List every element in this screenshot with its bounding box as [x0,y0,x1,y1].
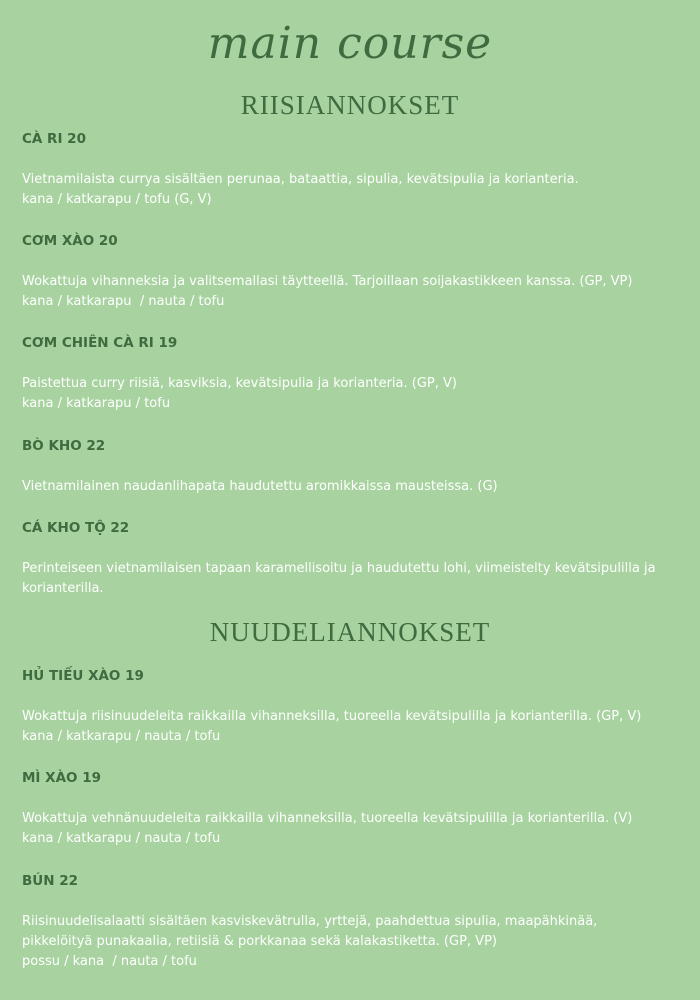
dish-description: Perinteiseen vietnamilaisen tapaan karamellisoitu ja haudutettu lohi, viimeistelty kevätsipulilla ja [22,561,656,576]
page-title: main course [207,18,493,69]
menu-item [22,519,684,599]
dish-name: BÒ KHO 22 [22,438,106,454]
dish-name: CÁ KHO TỘ 22 [22,520,130,536]
dish-description: Vietnamilaista currya sisältäen perunaa, bataattia, sipulia, kevätsipulia ja korianteria. [22,172,579,187]
dish-description: Wokattuja vihanneksia ja valitsemallasi täytteellä. Tarjoillaan soijakastikkeen kanssa. (GP, VP) [22,274,633,289]
dish-options: kana / katkarapu / tofu [22,396,171,411]
dish-options: possu / kana / nauta / tofu [22,954,197,969]
menu-item [22,334,684,414]
section-heading-noodle: NUUDELIANNOKSET [209,617,491,647]
dish-description: Wokattuja vehnänuudeleita raikkailla vihanneksilla, tuoreella kevätsipulilla ja korianterilla. (V) [22,811,633,826]
dish-options: kana / katkarapu / tofu (G, V) [22,192,212,207]
menu-item [22,769,684,849]
dish-name: MÌ XÀO 19 [22,770,101,786]
dish-options: kana / katkarapu / nauta / tofu [22,294,225,309]
dish-name: CƠM XÀO 20 [22,233,118,249]
dish-description: Riisinuudelisalaatti sisältäen kasviskevätrulla, yrttejä, paahdettua sipulia, maapähkinää, [22,914,598,929]
section-heading-rice: RIISIANNOKSET [240,90,460,120]
dish-options: kana / katkarapu / nauta / tofu [22,729,221,744]
menu-item [22,130,684,210]
menu-item [22,667,684,747]
dish-description-line-2: korianterilla. [22,581,104,596]
dish-name: HỦ TIẾU XÀO 19 [22,668,144,684]
menu-item [22,872,684,972]
dish-description: Wokattuja riisinuudeleita raikkailla vihanneksilla, tuoreella kevätsipulilla ja korianterilla. (GP, V) [22,709,642,724]
dish-description: Paistettua curry riisiä, kasviksia, kevätsipulia ja korianteria. (GP, V) [22,376,457,391]
dish-description-line-2: pikkelöityä punakaalia, retiisiä & porkkanaa sekä kalakastiketta. (GP, VP) [22,934,497,949]
menu-item [22,232,684,312]
dish-name: CƠM CHIÊN CÀ RI 19 [22,335,178,351]
dish-description: Vietnamilainen naudanlihapata haudutettu aromikkaissa mausteissa. (G) [22,479,498,494]
menu-item [22,437,684,497]
dish-options: kana / katkarapu / nauta / tofu [22,831,221,846]
dish-name: BÚN 22 [22,873,79,889]
dish-name: CÀ RI 20 [22,131,86,147]
